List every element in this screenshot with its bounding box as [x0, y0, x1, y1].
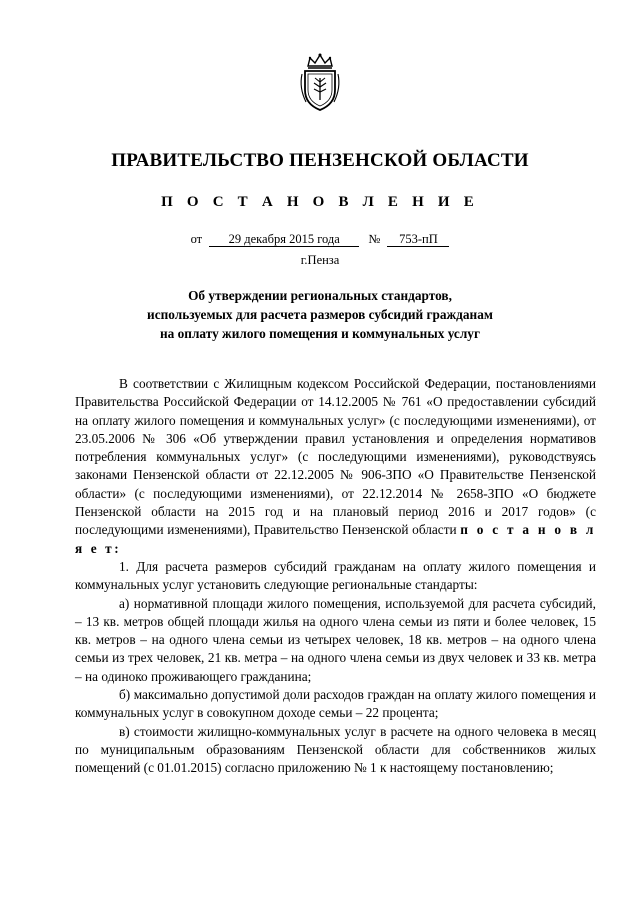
subject-line: используемых для расчета размеров субсидий гражданам	[147, 307, 493, 322]
item-1b-paragraph: б) максимально допустимой доли расходов граждан на оплату жилого помещения и коммунальных услуг в совокупном доходе семьи – 22 процента;	[75, 687, 596, 721]
document-type: П О С Т А Н О В Л Е Н И Е	[161, 194, 479, 210]
item-1a-paragraph: а) нормативной площади жилого помещения, используемой для расчета субсидий, – 13 кв. метров общей площади жилья на одного члена семьи из пяти и более человек, 15 кв. метров – на одного члена семьи из четырех человек, 18 кв. метров – на одного члена семьи из трех человек, 21 кв. метра – на одного члена семьи из двух человек и 33 кв. метра – на одиноко проживающего гражданина;	[75, 595, 596, 684]
document-number: 753-пП	[387, 232, 449, 247]
subject-line: Об утверждении региональных стандартов,	[188, 288, 452, 303]
decrees-word: п о с т а н о в л я е т:	[75, 522, 596, 556]
date-prefix: от	[190, 232, 203, 246]
item-1c-paragraph: в) стоимости жилищно-коммунальных услуг в расчете на одного человека в месяц по муниципальным образованиям Пензенской области для собственников жилых помещений (с 01.01.2015) согласно приложению № 1 к настоящему постановлению;	[75, 723, 596, 776]
document-subject	[0, 286, 640, 343]
subject-line: на оплату жилого помещения и коммунальных услуг	[160, 326, 480, 341]
government-title: ПРАВИТЕЛЬСТВО ПЕНЗЕНСКОЙ ОБЛАСТИ	[111, 150, 529, 171]
number-prefix: №	[368, 232, 381, 246]
date-number-line	[0, 232, 640, 247]
document-date: 29 декабря 2015 года	[209, 232, 359, 247]
preamble-text: В соответствии с Жилищным кодексом Российской Федерации, постановлениями Правительства Российской Федерации от 14.12.2005 № 761 «О предоставлении субсидий на оплату жилого помещения и коммунальных услуг» (с последующими изменениями), от 23.05.2006 № 306 «Об утверждении правил установления и определения нормативов потребления коммунальных услуг» (с последующими изменениями), руководствуясь законами Пензенской области от 22.12.2005 № 906-ЗПО «О Правительстве Пензенской области» (с последующими изменениями), от 22.12.2014 № 2658-ЗПО «О бюджете Пензенской области на 2015 год и на плановый период 2016 и 2017 годов» (с последующими изменениями), Правительство Пензенской области	[75, 376, 596, 538]
city-name: г.Пенза	[300, 253, 340, 267]
penza-coat-of-arms-icon	[296, 52, 344, 114]
document-body	[75, 375, 596, 778]
item-1-paragraph: 1. Для расчета размеров субсидий гражданам на оплату жилого помещения и коммунальных услуг установить следующие региональные стандарты:	[75, 558, 596, 593]
preamble-paragraph	[75, 375, 596, 558]
